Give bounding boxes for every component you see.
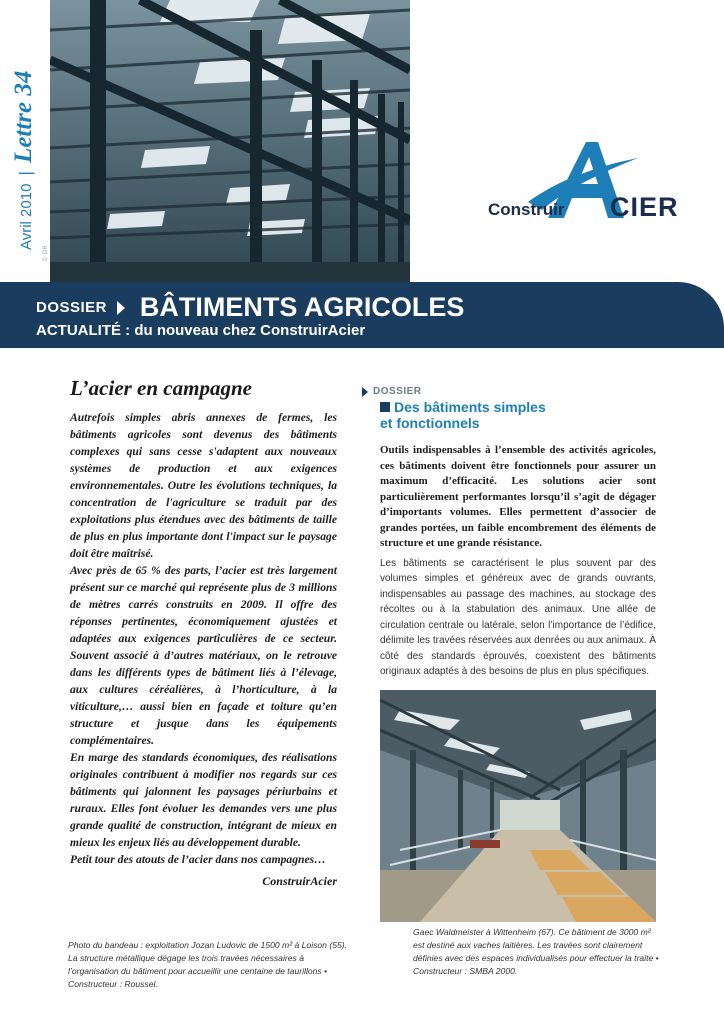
barn-photo-graphic [380, 690, 656, 922]
editorial-paragraph: En marge des standards économiques, des réalisations originales contribuent à modifier nos regards sur ces bâtiments qui jalonnent les paysages périurbains et ruraux. Elles font évoluer les demandes vers une plus grande qualité de construction, intégrant de mieux en mieux les enjeux liés au développement durable. [70, 751, 337, 849]
article-title [380, 399, 656, 431]
article-section-label: DOSSIER [373, 386, 422, 397]
barn-photo-caption: Gaec Waldmeister à Wittenheim (67). Ce bâtiment de 3000 m² est destiné aux vaches laitières. Les travées sont clairement définies avec des espaces individualisés pour effectuer la traite • Constructeur : SMBA 2000. [413, 927, 659, 976]
issue-separator: | [16, 171, 35, 176]
article-column [360, 386, 656, 680]
band-subtitle [36, 322, 365, 339]
construiracier-logo [488, 140, 688, 230]
editorial-column [70, 376, 337, 889]
editorial-paragraph: Avec près de 65 % des parts, l’acier est très largement présent sur ce marché qui représente plus de 3 millions de mètres carrés construits en 2009. Il offre des réponses pertinentes, économiquement ajustées et adaptées aux exigences particulières de ce secteur. Souvent associé à d’autres matériaux, on le retrouve dans les différents types de bâtiment liés à l’élevage, aux cultures céréalières, à l’horticulture, à la viticulture,… aussi bien en façade et toiture qu’en structure et jusque dans les équipements complémentaires. [70, 564, 337, 747]
band-dossier-label: DOSSIER [36, 299, 108, 316]
barn-photo [380, 690, 656, 922]
section-arrow-icon [362, 387, 368, 397]
editorial-signature: ConstruirAcier [262, 874, 337, 888]
band-actualite-text: du nouveau chez ConstruirAcier [130, 322, 366, 339]
article-section-line [362, 386, 656, 397]
logo-construir-text: Construir [488, 200, 565, 219]
editorial-paragraph: Autrefois simples abris annexes de fermes, les bâtiments agricoles sont devenus des bâtiments complexes qui sans cesse s'adaptent aux nouveaux systèmes de production et aux exigences environnementales. Outre les évolutions techniques, la concentration de l'agriculture se traduit par des exploitations plus étendues avec des bâtiments de taille de plus en plus importante dont l'impact sur le paysage doit être maîtrisé. [70, 411, 337, 560]
article-title-line2: et fonctionnels [380, 415, 480, 431]
header-band [0, 282, 724, 348]
editorial-title: L’acier en campagne [70, 376, 252, 400]
banner-photo-caption: Photo du bandeau : exploitation Jozan Ludovic de 1500 m² à Loison (55). La structure métallique dégage les trois travées nécessaires à l’organisation du bâtiment pour accueillir une centaine de taurillons • Constructeur : Roussel. [68, 940, 348, 989]
editorial-paragraph: Petit tour des atouts de l’acier dans nos campagnes… [70, 853, 326, 866]
banner-photo [50, 0, 410, 282]
issue-label [10, 10, 40, 250]
band-arrow-icon [117, 301, 125, 315]
article-body: Les bâtiments se caractérisent le plus souvent par des volumes simples et généreux avec de grands ouvrants, indispensables au passage des machines, au stockage des récoltes ou à la stabulation des animaux. Une allée de circulation centrale ou latérale, selon l’importance de l’édifice, délimite les travées réservées aux denrées ou aux animaux. À côté des standards éprouvés, coexistent des bâtiments originaux adaptés à des besoins de plus en plus spécifiques. [380, 557, 656, 677]
band-title: BÂTIMENTS AGRICOLES [139, 292, 465, 322]
band-actualite-label: ACTUALITÉ : [36, 322, 131, 339]
article-lead: Outils indispensables à l’ensemble des activités agricoles, ces bâtiments doivent être fonctionnels pour assurer un maximum d’efficacité. Les solutions acier sont particulièrement performantes lorsqu’il s’agit de dégager d’importants volumes. Elles permettent d’associer de grandes portées, un faible encombrement des éléments de structure et une grande résistance. [380, 444, 656, 549]
title-square-icon [380, 402, 390, 412]
band-title-line [36, 292, 464, 323]
issue-date: Avril 2010 [18, 183, 35, 250]
logo-cier-text: CIER [610, 192, 679, 222]
article-title-line1: Des bâtiments simples [394, 399, 546, 415]
photo-credit: © DR [42, 245, 49, 262]
banner-photo-graphic [50, 0, 410, 282]
issue-number: Lettre 34 [10, 70, 37, 163]
